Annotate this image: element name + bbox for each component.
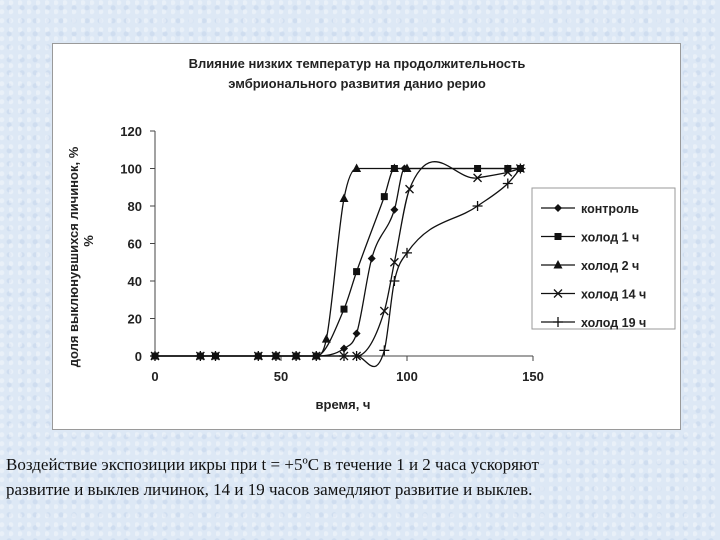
series-1-point: [368, 255, 376, 263]
chart-panel: [52, 43, 681, 430]
series-5-point: [473, 201, 483, 211]
x-tick-label: 100: [396, 369, 418, 384]
series-3-point: [322, 334, 331, 343]
series-5-point: [402, 248, 412, 258]
series-4-point: [406, 185, 414, 193]
legend: [532, 188, 675, 330]
chart-title-line-2: эмбрионального развития данио рерио: [228, 76, 486, 91]
series-2-point: [381, 193, 388, 200]
y-axis-unit: %: [81, 235, 96, 247]
y-axis-title: доля выклюнувшихся личинок, %: [66, 146, 81, 368]
caption: [6, 452, 706, 502]
series-3-point: [340, 194, 349, 203]
x-tick-label: 0: [151, 369, 159, 384]
series-2-point: [353, 268, 360, 275]
legend-label-3: холод 2 ч: [581, 259, 640, 273]
series-1-point: [353, 330, 361, 338]
legend-marker-2: [555, 233, 562, 240]
series-1-point: [390, 206, 398, 214]
legend-label-4: холод 14 ч: [581, 287, 647, 302]
series-2-point: [474, 165, 481, 172]
series-2-line: [155, 169, 520, 357]
caption-line-2: развитие и выклев личинок, 14 и 19 часов замедляют развитие и выклев.: [6, 480, 533, 499]
plot-area: [120, 124, 544, 384]
caption-line-1: Воздействие экспозиции икры при t = +5ºС в течение 1 и 2 часа ускоряют: [6, 455, 539, 474]
legend-label-1: контроль: [581, 202, 639, 216]
y-tick-label: 80: [127, 199, 142, 214]
y-tick-label: 0: [134, 349, 142, 364]
y-tick-label: 20: [127, 311, 142, 327]
y-tick-label: 60: [127, 236, 142, 252]
series-2-point: [341, 306, 348, 313]
y-tick-label: 100: [120, 161, 142, 177]
series-1-line: [155, 169, 520, 357]
x-tick-label: 50: [273, 369, 289, 384]
series-4-line: [155, 162, 520, 356]
series-3-line: [155, 169, 407, 357]
series-5-line: [155, 169, 520, 367]
series-4-point: [380, 307, 388, 315]
y-tick-label: 120: [120, 124, 142, 139]
series-3-point: [352, 164, 361, 173]
y-tick-label: 40: [127, 274, 142, 289]
series-5-point: [379, 345, 389, 355]
x-tick-label: 150: [522, 369, 544, 384]
chart-title-line-1: Влияние низких температур на продолжительность: [188, 56, 526, 71]
legend-label-2: холод 1 ч: [581, 230, 640, 245]
legend-label-5: холод 19 ч: [581, 316, 647, 330]
x-axis-title: время, ч: [315, 397, 371, 412]
line-chart: [53, 44, 680, 429]
